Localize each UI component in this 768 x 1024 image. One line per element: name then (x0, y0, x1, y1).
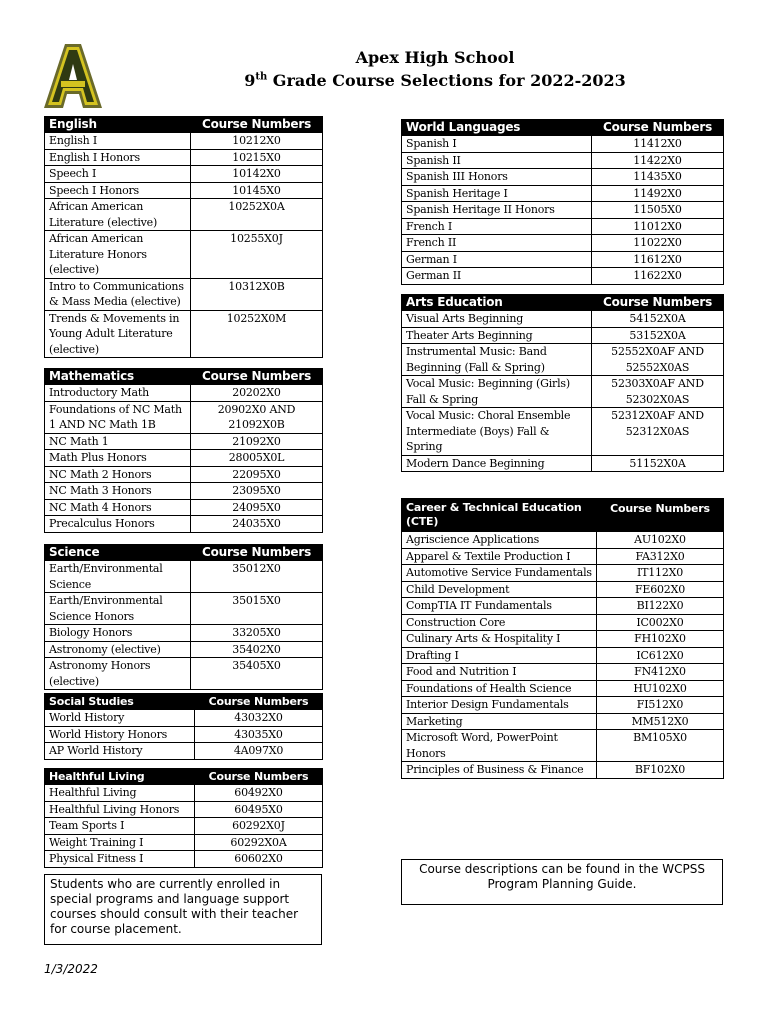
table-row (402, 169, 724, 186)
english-header: English (45, 117, 191, 133)
course-name: Microsoft Word, PowerPoint Honors (402, 730, 597, 762)
course-name: Vocal Music: Beginning (Girls) Fall & Spring (402, 376, 592, 408)
course-name: French I (402, 218, 592, 235)
course-name: Weight Training I (45, 834, 195, 851)
course-numbers-header: Course Numbers (195, 769, 323, 785)
course-name: Theater Arts Beginning (402, 327, 592, 344)
course-number: 43035X0 (195, 726, 323, 743)
world-languages-header: World Languages (402, 120, 592, 136)
table-row (402, 713, 724, 730)
course-name: Food and Nutrition I (402, 664, 597, 681)
course-name: Speech I (45, 166, 191, 183)
table-row (45, 133, 323, 150)
table-row (402, 762, 724, 779)
table-row (402, 268, 724, 285)
course-name: Introductory Math (45, 385, 191, 402)
course-name: Spanish III Honors (402, 169, 592, 186)
course-number: IC612X0 (597, 647, 724, 664)
table-row (402, 548, 724, 565)
mathematics-header: Mathematics (45, 369, 191, 385)
course-number: 10215X0 (191, 149, 323, 166)
course-number: 11435X0 (592, 169, 724, 186)
table-row (402, 311, 724, 328)
course-number: BF102X0 (597, 762, 724, 779)
course-number: AU102X0 (597, 532, 724, 549)
course-name: Construction Core (402, 614, 597, 631)
course-name: African American Literature Honors (elective) (45, 231, 191, 279)
course-name: Astronomy Honors (elective) (45, 658, 191, 690)
course-number: IC002X0 (597, 614, 724, 631)
course-name: NC Math 3 Honors (45, 483, 191, 500)
course-number: 10312X0B (191, 278, 323, 310)
healthful-living-header: Healthful Living (45, 769, 195, 785)
table-row (402, 647, 724, 664)
table-row (45, 182, 323, 199)
course-descriptions-note: Course descriptions can be found in the WCPSS Program Planning Guide. (401, 859, 723, 905)
course-number: 28005X0L (191, 450, 323, 467)
table-row (45, 726, 323, 743)
course-name: Spanish II (402, 152, 592, 169)
course-number: 53152X0A (592, 327, 724, 344)
course-number: 11492X0 (592, 185, 724, 202)
table-row (402, 185, 724, 202)
course-name: Healthful Living Honors (45, 801, 195, 818)
course-name: Child Development (402, 581, 597, 598)
course-numbers-header: Course Numbers (592, 120, 724, 136)
course-name: NC Math 1 (45, 433, 191, 450)
table-row (402, 697, 724, 714)
course-name: Intro to Communications & Mass Media (elective) (45, 278, 191, 310)
course-name: Culinary Arts & Hospitality I (402, 631, 597, 648)
course-number: 10252X0A (191, 199, 323, 231)
healthful-living-table (44, 768, 323, 868)
table-row (45, 166, 323, 183)
table-row (45, 433, 323, 450)
course-name: Healthful Living (45, 785, 195, 802)
table-row (45, 483, 323, 500)
course-number: 60602X0 (195, 851, 323, 868)
table-row (402, 614, 724, 631)
course-name: Spanish Heritage II Honors (402, 202, 592, 219)
course-number: 23095X0 (191, 483, 323, 500)
table-row (45, 658, 323, 690)
social-studies-header: Social Studies (45, 694, 195, 710)
course-numbers-header: Course Numbers (191, 545, 323, 561)
course-number: FE602X0 (597, 581, 724, 598)
course-number: 11412X0 (592, 136, 724, 153)
table-row (402, 532, 724, 549)
course-numbers-header: Course Numbers (195, 694, 323, 710)
course-number: 20902X0 AND 21092X0B (191, 401, 323, 433)
apex-logo (44, 44, 102, 108)
course-name: Precalculus Honors (45, 516, 191, 533)
course-name: English I Honors (45, 149, 191, 166)
footer-date: 1/3/2022 (44, 962, 98, 976)
arts-education-table (401, 294, 724, 472)
course-number: 43032X0 (195, 710, 323, 727)
world-languages-table (401, 119, 724, 285)
course-name: African American Literature (elective) (45, 199, 191, 231)
page-title: 9th Grade Course Selections for 2022-2023 (244, 71, 626, 90)
course-number: 10212X0 (191, 133, 323, 150)
course-number: 33205X0 (191, 625, 323, 642)
table-row (45, 401, 323, 433)
table-row (45, 310, 323, 358)
course-number: 24035X0 (191, 516, 323, 533)
course-name: Interior Design Fundamentals (402, 697, 597, 714)
course-name: Visual Arts Beginning (402, 311, 592, 328)
course-number: 24095X0 (191, 499, 323, 516)
course-number: FA312X0 (597, 548, 724, 565)
table-row (402, 680, 724, 697)
course-name: Physical Fitness I (45, 851, 195, 868)
course-number: 22095X0 (191, 466, 323, 483)
table-row (402, 202, 724, 219)
course-name: World History (45, 710, 195, 727)
table-row (402, 344, 724, 376)
course-name: Spanish I (402, 136, 592, 153)
course-name: Principles of Business & Finance (402, 762, 597, 779)
science-table (44, 544, 323, 690)
course-name: Agriscience Applications (402, 532, 597, 549)
course-number: BI122X0 (597, 598, 724, 615)
table-row (45, 278, 323, 310)
table-row (45, 785, 323, 802)
course-number: 60495X0 (195, 801, 323, 818)
course-number: 35015X0 (191, 593, 323, 625)
course-number: 52552X0AF AND 52552X0AS (592, 344, 724, 376)
course-number: 4A097X0 (195, 743, 323, 760)
course-name: Foundations of Health Science (402, 680, 597, 697)
table-row (45, 466, 323, 483)
course-numbers-header: Course Numbers (191, 369, 323, 385)
arts-education-header: Arts Education (402, 295, 592, 311)
course-name: AP World History (45, 743, 195, 760)
school-name: Apex High School (355, 48, 515, 67)
course-name: Team Sports I (45, 818, 195, 835)
course-name: World History Honors (45, 726, 195, 743)
course-number: 60292X0J (195, 818, 323, 835)
course-name: German II (402, 268, 592, 285)
table-row (45, 710, 323, 727)
course-name: Automotive Service Fundamentals (402, 565, 597, 582)
course-name: Modern Dance Beginning (402, 455, 592, 472)
course-number: 10252X0M (191, 310, 323, 358)
table-row (402, 136, 724, 153)
table-row (45, 851, 323, 868)
table-row (45, 149, 323, 166)
course-name: Biology Honors (45, 625, 191, 642)
course-number: MM512X0 (597, 713, 724, 730)
table-row (402, 565, 724, 582)
course-number: 60492X0 (195, 785, 323, 802)
course-name: German I (402, 251, 592, 268)
table-row (402, 327, 724, 344)
course-number: 10255X0J (191, 231, 323, 279)
table-row (45, 625, 323, 642)
course-number: FH102X0 (597, 631, 724, 648)
course-name: Speech I Honors (45, 182, 191, 199)
table-row (402, 598, 724, 615)
course-name: Instrumental Music: Band Beginning (Fall & Spring) (402, 344, 592, 376)
table-row (45, 450, 323, 467)
table-row (45, 499, 323, 516)
table-row (402, 152, 724, 169)
table-row (45, 593, 323, 625)
course-number: IT112X0 (597, 565, 724, 582)
table-row (402, 664, 724, 681)
science-header: Science (45, 545, 191, 561)
table-row (402, 251, 724, 268)
table-row (402, 408, 724, 456)
table-row (45, 561, 323, 593)
table-row (45, 385, 323, 402)
table-row (45, 743, 323, 760)
course-number: 60292X0A (195, 834, 323, 851)
table-row (45, 801, 323, 818)
course-name: Trends & Movements in Young Adult Literature (elective) (45, 310, 191, 358)
course-name: Apparel & Textile Production I (402, 548, 597, 565)
course-number: 35405X0 (191, 658, 323, 690)
course-name: Spanish Heritage I (402, 185, 592, 202)
table-row (45, 834, 323, 851)
course-name: Drafting I (402, 647, 597, 664)
table-row (402, 235, 724, 252)
course-number: 51152X0A (592, 455, 724, 472)
table-row (45, 231, 323, 279)
course-name: French II (402, 235, 592, 252)
course-name: Marketing (402, 713, 597, 730)
course-number: 10145X0 (191, 182, 323, 199)
course-name: Earth/Environmental Science (45, 561, 191, 593)
course-name: NC Math 2 Honors (45, 466, 191, 483)
course-numbers-header: Course Numbers (592, 295, 724, 311)
course-number: 11012X0 (592, 218, 724, 235)
table-row (45, 199, 323, 231)
course-name: Vocal Music: Choral Ensemble Intermediate (Boys) Fall & Spring (402, 408, 592, 456)
table-row (402, 218, 724, 235)
course-name: Foundations of NC Math 1 AND NC Math 1B (45, 401, 191, 433)
course-number: 11022X0 (592, 235, 724, 252)
course-number: 11422X0 (592, 152, 724, 169)
course-numbers-header: Course Numbers (597, 499, 724, 532)
table-row (402, 376, 724, 408)
course-number: HU102X0 (597, 680, 724, 697)
course-name: CompTIA IT Fundamentals (402, 598, 597, 615)
table-row (402, 581, 724, 598)
course-number: 52303X0AF AND 52302X0AS (592, 376, 724, 408)
course-number: 20202X0 (191, 385, 323, 402)
course-number: 54152X0A (592, 311, 724, 328)
course-number: 11622X0 (592, 268, 724, 285)
cte-table (401, 498, 724, 779)
course-number: FI512X0 (597, 697, 724, 714)
course-number: 11612X0 (592, 251, 724, 268)
course-number: 35012X0 (191, 561, 323, 593)
english-table (44, 116, 323, 358)
table-row (45, 641, 323, 658)
mathematics-table (44, 368, 323, 533)
enrollment-note: Students who are currently enrolled in special programs and language support courses should consult with their teacher for course placement. (44, 874, 322, 945)
cte-header: Career & Technical Education (CTE) (402, 499, 597, 532)
course-name: English I (45, 133, 191, 150)
table-row (402, 631, 724, 648)
course-number: 52312X0AF AND 52312X0AS (592, 408, 724, 456)
table-row (402, 730, 724, 762)
course-name: Math Plus Honors (45, 450, 191, 467)
table-row (45, 818, 323, 835)
course-numbers-header: Course Numbers (191, 117, 323, 133)
course-number: BM105X0 (597, 730, 724, 762)
social-studies-table (44, 693, 323, 760)
course-number: 21092X0 (191, 433, 323, 450)
table-row (402, 455, 724, 472)
course-number: 35402X0 (191, 641, 323, 658)
table-row (45, 516, 323, 533)
course-number: 11505X0 (592, 202, 724, 219)
course-number: FN412X0 (597, 664, 724, 681)
course-name: Astronomy (elective) (45, 641, 191, 658)
course-name: NC Math 4 Honors (45, 499, 191, 516)
course-number: 10142X0 (191, 166, 323, 183)
course-name: Earth/Environmental Science Honors (45, 593, 191, 625)
